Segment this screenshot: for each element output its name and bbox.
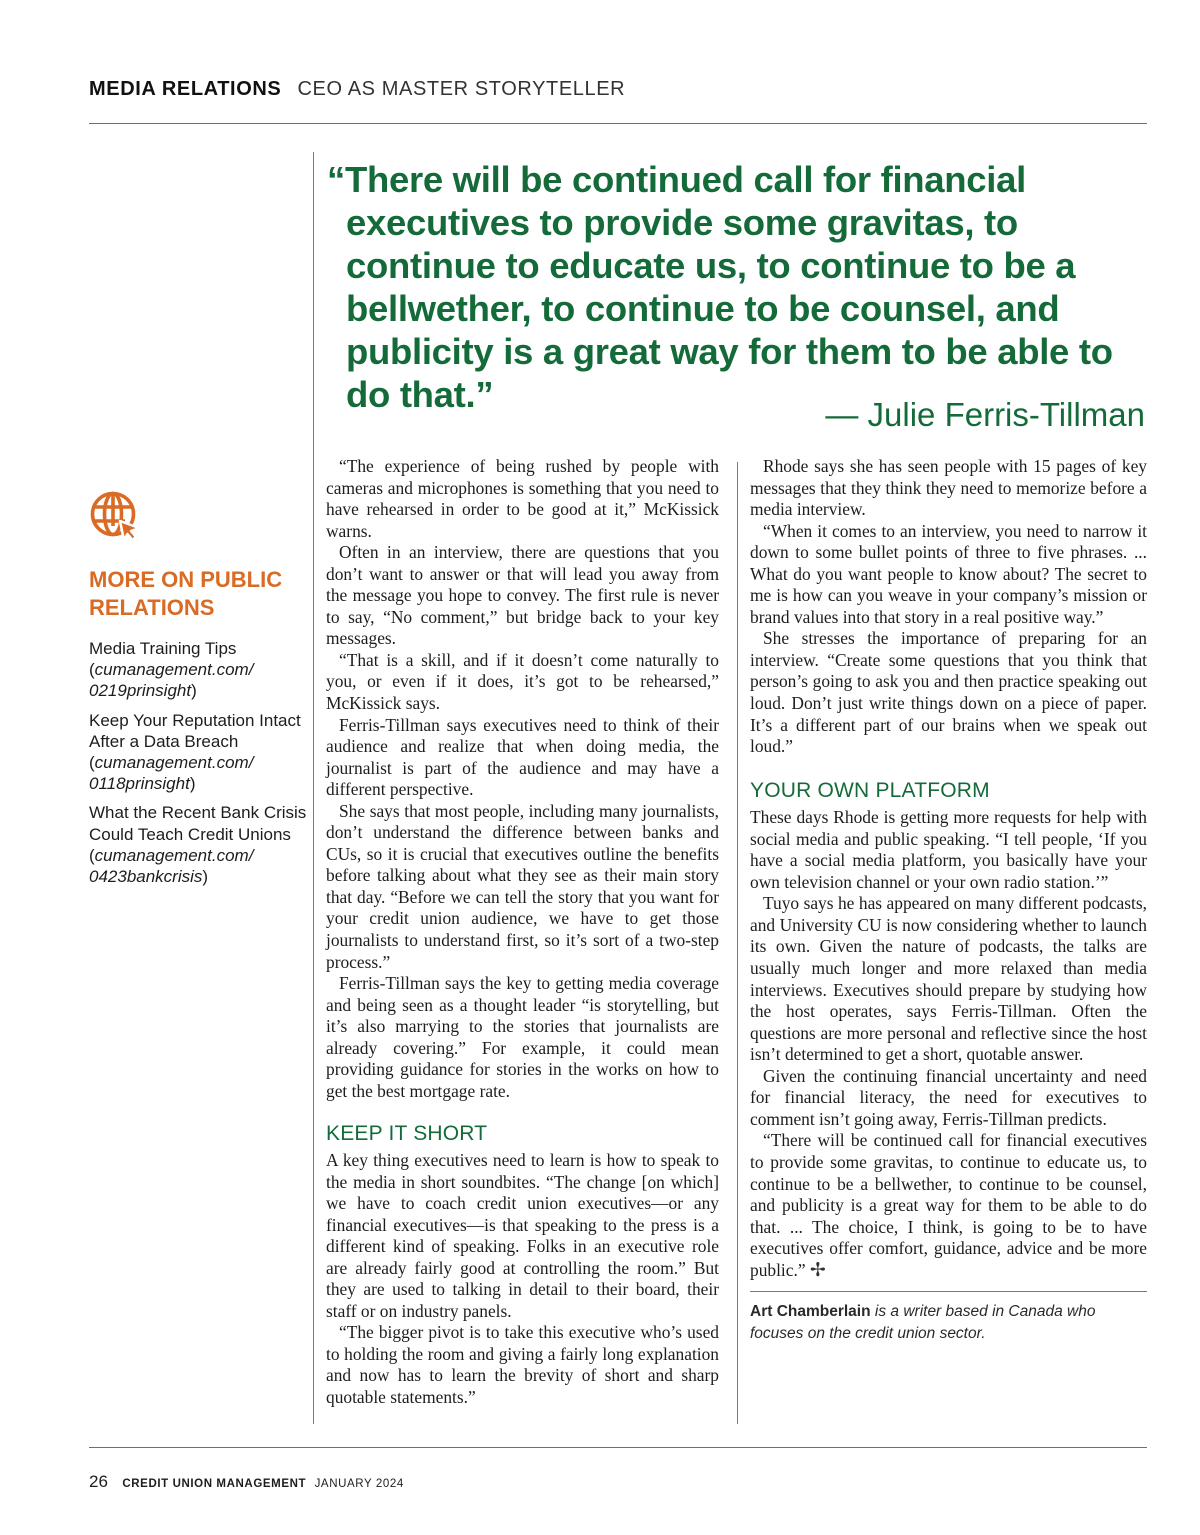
section-label: MEDIA RELATIONS — [89, 78, 282, 100]
body-column-1 — [326, 456, 719, 1409]
sidebar-title: MORE ON PUBLIC RELATIONS — [89, 567, 283, 620]
link-title: What the Recent Bank Crisis Could Teach Credit Unions — [89, 803, 307, 844]
sidebar-link-item[interactable]: Media Training Tips (cumanagement.com/ 0219prinsight) — [89, 639, 254, 701]
body-paragraph: These days Rhode is getting more requests for help with social media and public speaking. “I tell people, ‘If you have a social media platform, you basically have your own television channel or your own radio station.’” — [750, 807, 1147, 892]
body-paragraph: Ferris-Tillman says the key to getting media coverage and being seen as a thought leader “is storytelling, but it’s also marrying to the stories that journalists are already covering.” For example, it could mean providing guidance for stories in the works on how to get the best mortgage rate. — [326, 973, 719, 1101]
body-paragraph: Given the continuing financial uncertainty and need for financial literacy, the need for executives to comment isn’t going away, Ferris-Tillman predicts. — [750, 1065, 1147, 1129]
link-url[interactable]: cumanagement.com/ 0219prinsight — [89, 660, 254, 701]
author-name: Art Chamberlain — [750, 1303, 871, 1321]
page-number: 26 — [89, 1472, 108, 1491]
sidebar-link-item[interactable]: Keep Your Reputation Intact After a Data Breach (cumanagement.com/ 0118prinsight) — [89, 710, 301, 794]
magazine-name: CREDIT UNION MANAGEMENT — [122, 1478, 307, 1490]
body-paragraph: Tuyo says he has appeared on many different podcasts, and University CU is now considering whether to launch its own. Given the nature of podcasts, the talks are usually much longer and more relaxed than media interviews. Executives should prepare by studying how the host operates, says Ferris-Tillman. Often the questions are more personal and reflective since the host isn’t determined to get a short, quotable answer. — [750, 893, 1147, 1065]
header-rule — [89, 123, 1147, 124]
running-header — [89, 78, 625, 101]
bio-rule — [750, 1291, 1147, 1292]
author-description: is a writer based in Canada who focuses on the credit union sector. — [750, 1303, 1096, 1342]
end-mark-icon: ✢ — [809, 1259, 826, 1281]
body-paragraph: She stresses the importance of preparing for an interview. “Create some questions that you think that person’s going to ask you and then practice speaking out loud. Don’t just write things down on a piece of paper. It’s a different part of our brains when we speak out loud.” — [750, 628, 1147, 757]
body-paragraph: She says that most people, including many journalists, don’t understand the difference between banks and CUs, so it is crucial that executives outline the benefits before talking about what they see as their main story that day. “Before we can tell the story that you want for your credit union audience, we have to get those journalists to understand first, so it’s sort of a two-step process.” — [326, 800, 719, 972]
body-paragraph: Rhode says she has seen people with 15 pages of key messages that they think they need to memorize before a media interview. — [750, 456, 1147, 520]
subhead-keep-it-short: KEEP IT SHORT — [326, 1122, 488, 1146]
pull-quote-attribution: — Julie Ferris-Tillman — [825, 396, 1145, 433]
subhead-your-own-platform: YOUR OWN PLATFORM — [750, 778, 990, 802]
closing-paragraph-text: “There will be continued call for financial executives to provide some gravitas, to continue to educate us, to continue to be a bellwether, to continue to be counsel, and publicity is a great way for them to be able to do that. ... The choice, I think, is going to be to have executives offer comfort, guidance, advice and be more public.” — [750, 1130, 1147, 1280]
body-paragraph: “The experience of being rushed by people with cameras and microphones is something that you need to have rehearsed in order to be good at it,” McKissick warns. — [326, 456, 719, 541]
body-paragraph: Ferris-Tillman says executives need to think of their audience and realize that when doing media, the journalist is part of the audience and may have a different perspective. — [326, 714, 719, 800]
issue-date: JANUARY 2024 — [314, 1478, 404, 1490]
link-title: Keep Your Reputation Intact After a Data Breach — [89, 710, 301, 751]
footer-rule — [89, 1447, 1147, 1448]
section-subtitle: CEO AS MASTER STORYTELLER — [297, 78, 626, 100]
body-paragraph: “The bigger pivot is to take this executive who’s used to holding the room and giving a fairly long explanation and now has to learn the brevity of short and sharp quotable statements.” — [326, 1322, 719, 1407]
body-paragraph: A key thing executives need to learn is how to speak to the media in short soundbites. “The change [on which] we have to coach credit union executives—or any financial executives—is that speaking to the press is a different kind of speaking. Folks in an executive role are already fairly good at controlling the room.” But they are used to talking in detail to their board, their staff or on industry panels. — [326, 1149, 719, 1321]
page-footer — [89, 1472, 404, 1492]
body-paragraph: Often in an interview, there are questions that you don’t want to answer or that will lead you away from the message you hope to convey. The first rule is never to say, “No comment,” but bridge back to your key messages. — [326, 542, 719, 649]
globe-cursor-icon — [89, 490, 141, 542]
author-bio — [750, 1301, 1147, 1344]
body-column-2 — [750, 456, 1147, 1344]
body-paragraph: “When it comes to an interview, you need to narrow it down to some bullet points of three to five phrases. ... What do you want people to know about? The secret to me is how can you weave in your company’s mission or brand values into that story in a real positive way.” — [750, 520, 1147, 627]
link-url[interactable]: cumanagement.com/ 0118prinsight — [89, 753, 254, 794]
sidebar-link-item[interactable]: What the Recent Bank Crisis Could Teach Credit Unions (cumanagement.com/ 0423bankcrisis) — [89, 803, 307, 887]
pull-quote: “There will be continued call for financial executives to provide some gravitas, to continue to educate us, to continue to be a bellwether, to continue to be counsel, and publicity is a great way for them to be able to do that.” — [327, 159, 1113, 415]
link-url[interactable]: cumanagement.com/ 0423bankcrisis — [89, 845, 254, 887]
body-paragraph: “That is a skill, and if it doesn’t come naturally to you, or even if it does, it’s got to be rehearsed,” McKissick says. — [326, 649, 719, 714]
body-paragraph — [750, 1130, 1147, 1281]
sidebar-link-list — [89, 638, 314, 895]
link-title: Media Training Tips — [89, 639, 237, 658]
column-divider — [737, 462, 738, 1424]
